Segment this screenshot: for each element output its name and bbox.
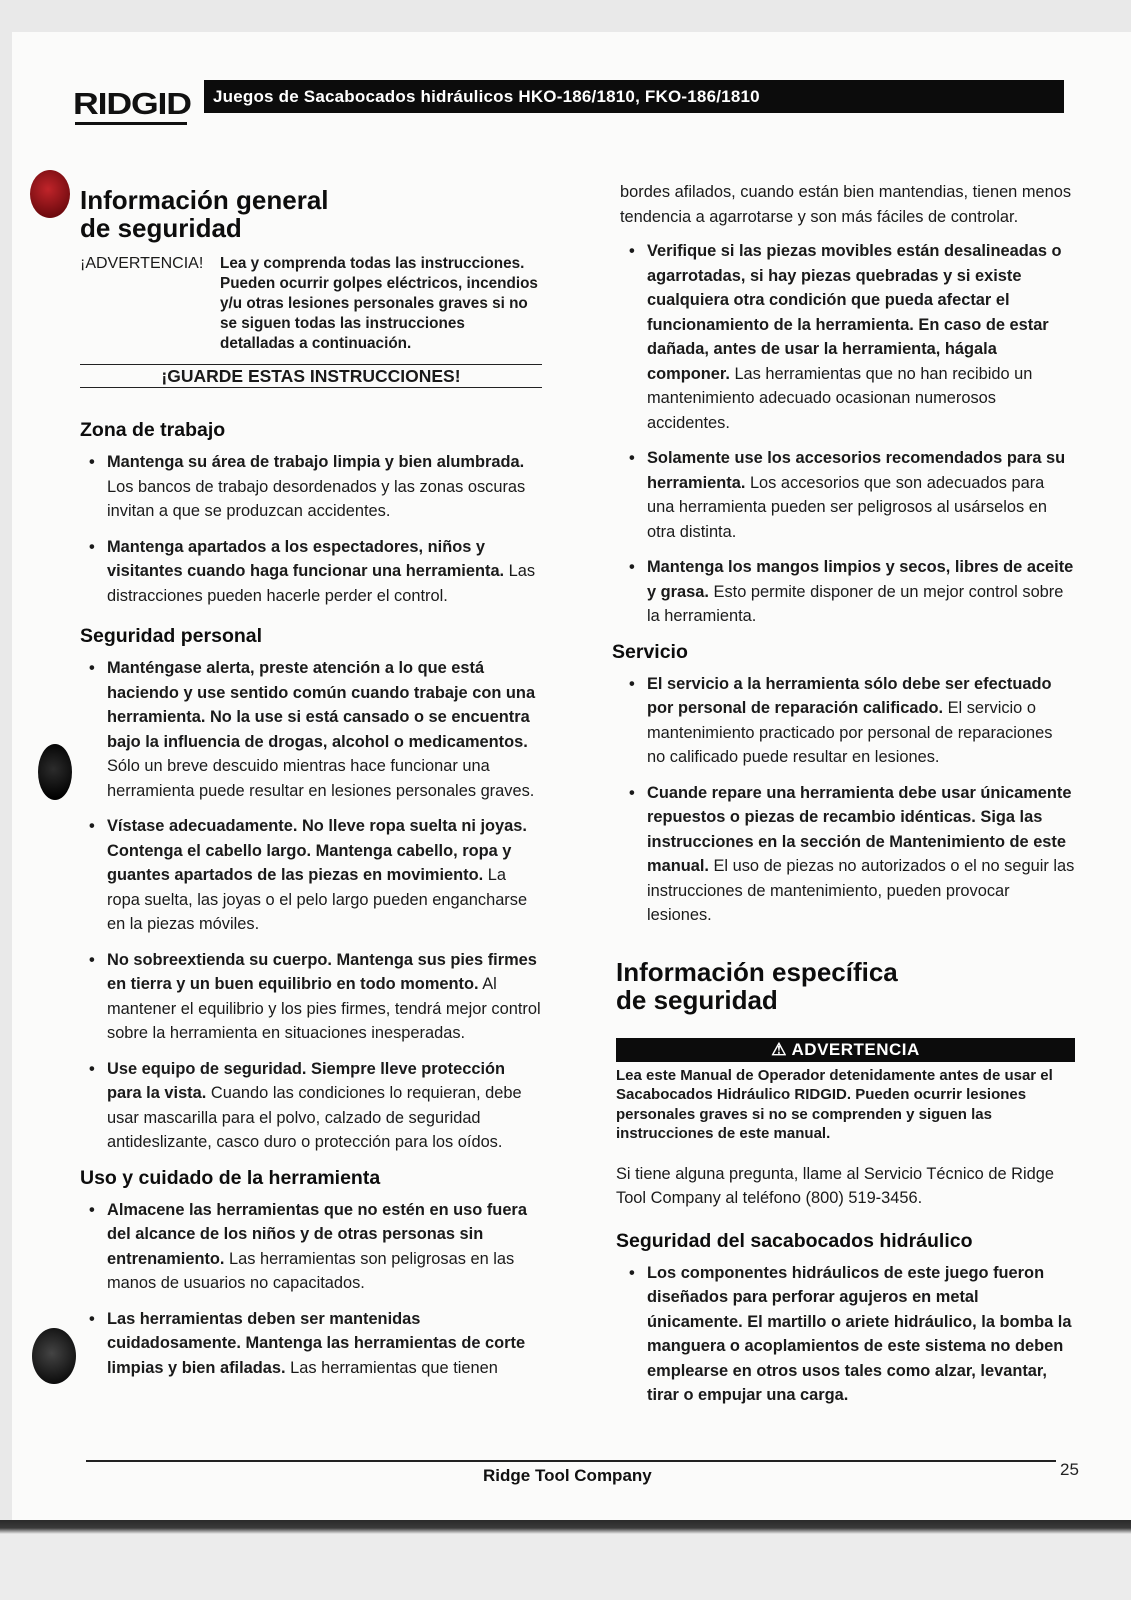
heading-zona-trabajo: Zona de trabajo xyxy=(80,419,226,441)
list-item: • No sobreextienda su cuerpo. Mantenga sus pies firmes en tierra y un buen equilibrio en todo momento. Al mantener el equilibrio y los pies firmes, tendrá mejor control sobre la herramienta en situaciones inesperadas. xyxy=(80,948,542,1046)
personal-list xyxy=(80,656,542,1155)
hidraulico-list xyxy=(620,1261,1075,1408)
list-item: • Las herramientas deben ser mantenidas cuidadosamente. Mantenga las herramientas de corte limpias y bien afiladas. Las herramientas que tienen xyxy=(80,1307,542,1381)
left-column xyxy=(80,186,542,1391)
contact-text: Si tiene alguna pregunta, llame al Servicio Técnico de Ridge Tool Company al teléfono (800) 519-3456. xyxy=(616,1164,1054,1207)
header-title-bar: Juegos de Sacabocados hidráulicos HKO-186/1810, FKO-186/1810 xyxy=(204,80,1064,113)
servicio-list xyxy=(620,672,1075,928)
right-column xyxy=(612,180,1075,1419)
ridgid-logo: RIDGID xyxy=(73,86,191,121)
advertencia-box xyxy=(616,1038,1075,1144)
warning-block xyxy=(80,254,542,354)
zona-list xyxy=(80,450,542,608)
warning-label: ¡ADVERTENCIA! xyxy=(80,255,204,272)
list-item: • Mantenga su área de trabajo limpia y bien alumbrada. Los bancos de trabajo desordenados y las zonas oscuras invitan a que se produzcan accidentes. xyxy=(80,450,542,524)
heading-uso-cuidado: Uso y cuidado de la herramienta xyxy=(80,1166,381,1189)
list-item: • Use equipo de seguridad. Siempre lleve protección para la vista. Cuando las condiciones lo requieran, debe usar mascarilla para el polvo, calzado de seguridad antideslizante, casco duro o protección para los oídos. xyxy=(80,1057,542,1155)
binder-hole-red xyxy=(30,170,70,218)
warning-text: Lea y comprenda todas las instrucciones. Pueden ocurrir golpes eléctricos, incendios y/u otras lesiones personales graves si no se siguen todas las instrucciones detalladas a continuación. xyxy=(220,255,538,352)
scan-bottom-edge xyxy=(0,1520,1131,1600)
list-item: • El servicio a la herramienta sólo debe ser efectuado por personal de reparación calificado. El servicio o mantenimiento practicado por personal de reparaciones no calificado puede resultar en lesiones. xyxy=(620,672,1075,770)
specific-section-title: Información específica de seguridad xyxy=(616,956,898,1015)
logo-underline xyxy=(75,122,187,125)
footer-company: Ridge Tool Company xyxy=(483,1466,652,1485)
guard-instructions-banner: ¡GUARDE ESTAS INSTRUCCIONES! xyxy=(80,364,542,388)
footer-rule xyxy=(86,1460,1056,1462)
list-item: • Manténgase alerta, preste atención a lo que está haciendo y use sentido común cuando trabaje con una herramienta. No la use si está cansado o se encuentra bajo la influencia de drogas, alcohol o medicamentos. Sólo un breve descuido mientras hace funcionar una herramienta puede resultar en lesiones personales graves. xyxy=(80,656,542,803)
list-item: • Verifique si las piezas movibles están desalineadas o agarrotadas, si hay piezas quebradas y si existe cualquiera otra condición que pueda afectar el funcionamiento de la herramienta. En caso de estar dañada, antes de usar la herramienta, hágala componer. Las herramientas que no han recibido un mantenimiento adecuado ocasionan numerosos accidentes. xyxy=(620,239,1075,435)
list-item: • Mantenga los mangos limpios y secos, libres de aceite y grasa. Esto permite disponer de un mejor control sobre la herramienta. xyxy=(620,555,1075,629)
uso-list xyxy=(80,1198,542,1381)
binder-hole xyxy=(32,1328,76,1384)
list-item: • Mantenga apartados a los espectadores, niños y visitantes cuando haga funcionar una herramienta. Las distracciones pueden hacerle perder el control. xyxy=(80,535,542,609)
list-item: • Solamente use los accesorios recomendados para su herramienta. Los accesorios que son adecuados para una herramienta pueden ser peligrosos al usárselos en otra distinta. xyxy=(620,446,1075,544)
uso-list-continued xyxy=(620,239,1075,629)
heading-seguridad-personal: Seguridad personal xyxy=(80,625,263,647)
advertencia-text: Lea este Manual de Operador detenidamente antes de usar el Sacabocados Hidráulico RIDGID. Pueden ocurrir lesiones personales graves si no se comprenden y siguen las instrucciones de este manual. xyxy=(616,1066,1053,1142)
list-item: • Los componentes hidráulicos de este juego fueron diseñados para perforar agujeros en metal únicamente. El martillo o ariete hidráulico, la bomba la manguera o acoplamientos de este sistema no deben emplearse en otros usos tales como alzar, levantar, tirar o empujar una carga. xyxy=(620,1261,1075,1408)
heading-servicio: Servicio xyxy=(612,640,688,663)
list-item: • Cuande repare una herramienta debe usar únicamente repuestos o piezas de recambio idénticas. Siga las instrucciones en la sección de Mantenimiento de este manual. El uso de piezas no autorizados o el no seguir las instrucciones de mantenimiento, pueden provocar lesiones. xyxy=(620,781,1075,928)
list-item: • Vístase adecuadamente. No lleve ropa suelta ni joyas. Contenga el cabello largo. Mantenga cabello, ropa y guantes apartados de las piezas en movimiento. La ropa suelta, las joyas o el pelo largo pueden engancharse en la piezas móviles. xyxy=(80,814,542,937)
list-item: • Almacene las herramientas que no estén en uso fuera del alcance de los niños y de otras personas sin entrenamiento. Las herramientas son peligrosas en las manos de usuarios no capacitados. xyxy=(80,1198,542,1296)
section-title: Información general de seguridad xyxy=(80,185,329,243)
continuation-text: bordes afilados, cuando están bien mantendias, tienen menos tendencia a agarrotarse y son más fáciles de controlar. xyxy=(620,183,1072,226)
page-number: 25 xyxy=(1060,1460,1079,1479)
advertencia-bar: ⚠ ADVERTENCIA xyxy=(616,1038,1075,1062)
heading-sacabocados: Seguridad del sacabocados hidráulico xyxy=(616,1229,973,1252)
binder-hole xyxy=(38,744,72,800)
